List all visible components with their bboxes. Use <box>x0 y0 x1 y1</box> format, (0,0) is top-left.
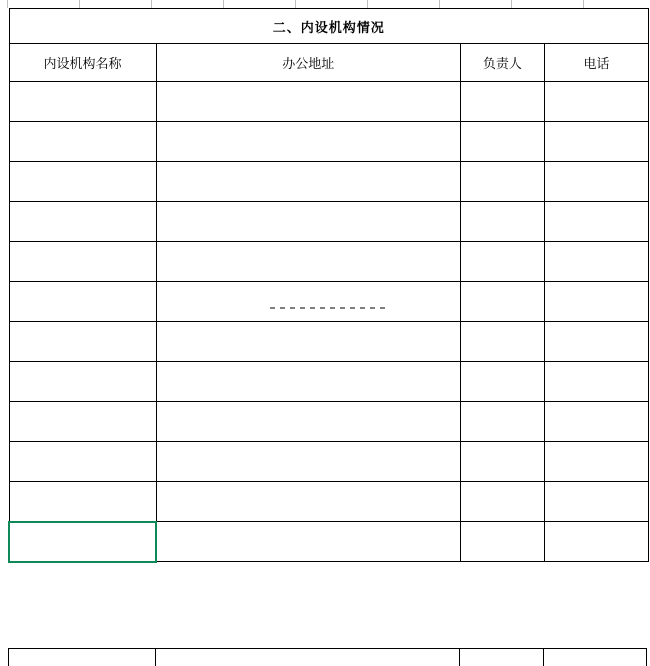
cell-manager[interactable] <box>460 122 544 162</box>
table-row <box>9 282 649 322</box>
cell-phone[interactable] <box>544 162 648 202</box>
table-header-row <box>9 44 649 82</box>
cell-address[interactable] <box>156 122 460 162</box>
cell-phone[interactable] <box>544 242 648 282</box>
internal-organizations-table <box>8 8 649 563</box>
column-header-phone: 电话 <box>544 44 648 82</box>
cell-name[interactable] <box>9 242 156 282</box>
cell-name[interactable] <box>9 282 156 322</box>
grid-partial-cell[interactable] <box>152 0 224 8</box>
grid-partial-cell[interactable] <box>296 0 368 8</box>
cell-manager[interactable] <box>460 402 544 442</box>
cell-manager[interactable] <box>460 162 544 202</box>
cell-address[interactable] <box>156 282 460 322</box>
cell-address[interactable] <box>156 162 460 202</box>
table-title-row <box>9 9 649 44</box>
grid-bottom-partial-row <box>8 648 649 666</box>
page-title: 二、内设机构情况 <box>9 9 649 44</box>
cell-manager[interactable] <box>460 242 544 282</box>
cell-manager[interactable] <box>460 82 544 122</box>
table-row <box>9 82 649 122</box>
table-row <box>9 482 649 522</box>
cell-phone[interactable] <box>544 362 648 402</box>
cell-name[interactable] <box>9 322 156 362</box>
cell-phone[interactable] <box>544 282 648 322</box>
grid-partial-cell[interactable] <box>224 0 296 8</box>
cell-manager[interactable] <box>460 282 544 322</box>
cell-address[interactable] <box>156 82 460 122</box>
column-header-address: 办公地址 <box>156 44 460 82</box>
cell-name-selected[interactable] <box>9 522 156 562</box>
cell-name[interactable] <box>9 482 156 522</box>
cell-manager[interactable] <box>460 202 544 242</box>
grid-partial-cell[interactable] <box>8 0 80 8</box>
cell-name[interactable] <box>9 442 156 482</box>
grid-partial-cell[interactable] <box>155 648 459 666</box>
cell-address[interactable] <box>156 202 460 242</box>
cell-address[interactable] <box>156 362 460 402</box>
cell-manager[interactable] <box>460 522 544 562</box>
column-header-manager: 负责人 <box>460 44 544 82</box>
table-row <box>9 242 649 282</box>
cell-manager[interactable] <box>460 322 544 362</box>
cell-phone[interactable] <box>544 322 648 362</box>
cell-phone[interactable] <box>544 442 648 482</box>
cell-phone[interactable] <box>544 202 648 242</box>
grid-top-partial-row <box>0 0 650 8</box>
cell-phone[interactable] <box>544 122 648 162</box>
table-row <box>9 362 649 402</box>
table-row <box>9 162 649 202</box>
grid-partial-cell[interactable] <box>8 648 155 666</box>
table-row <box>9 522 649 562</box>
cell-address[interactable] <box>156 442 460 482</box>
cell-name[interactable] <box>9 362 156 402</box>
column-header-name: 内设机构名称 <box>9 44 156 82</box>
grid-partial-cell[interactable] <box>0 0 8 8</box>
cell-phone[interactable] <box>544 82 648 122</box>
table-row <box>9 122 649 162</box>
cell-name[interactable] <box>9 122 156 162</box>
cell-address[interactable] <box>156 322 460 362</box>
table-row <box>9 322 649 362</box>
cell-address[interactable] <box>156 402 460 442</box>
cell-name[interactable] <box>9 82 156 122</box>
cell-address[interactable] <box>156 242 460 282</box>
cell-name[interactable] <box>9 202 156 242</box>
cell-address[interactable] <box>156 482 460 522</box>
cell-manager[interactable] <box>460 442 544 482</box>
table-row <box>9 402 649 442</box>
cell-phone[interactable] <box>544 522 648 562</box>
cell-phone[interactable] <box>544 402 648 442</box>
cell-name[interactable] <box>9 402 156 442</box>
grid-partial-cell[interactable] <box>512 0 584 8</box>
table-row <box>9 202 649 242</box>
grid-partial-cell[interactable] <box>584 0 640 8</box>
cell-manager[interactable] <box>460 482 544 522</box>
grid-partial-cell[interactable] <box>80 0 152 8</box>
grid-partial-cell[interactable] <box>543 648 647 666</box>
left-margin <box>0 8 8 666</box>
cell-name[interactable] <box>9 162 156 202</box>
cell-address[interactable] <box>156 522 460 562</box>
selection-dashed-marker <box>270 307 390 309</box>
cell-phone[interactable] <box>544 482 648 522</box>
grid-partial-cell[interactable] <box>459 648 543 666</box>
grid-partial-cell[interactable] <box>368 0 440 8</box>
cell-manager[interactable] <box>460 362 544 402</box>
grid-partial-cell[interactable] <box>440 0 512 8</box>
table-row <box>9 442 649 482</box>
